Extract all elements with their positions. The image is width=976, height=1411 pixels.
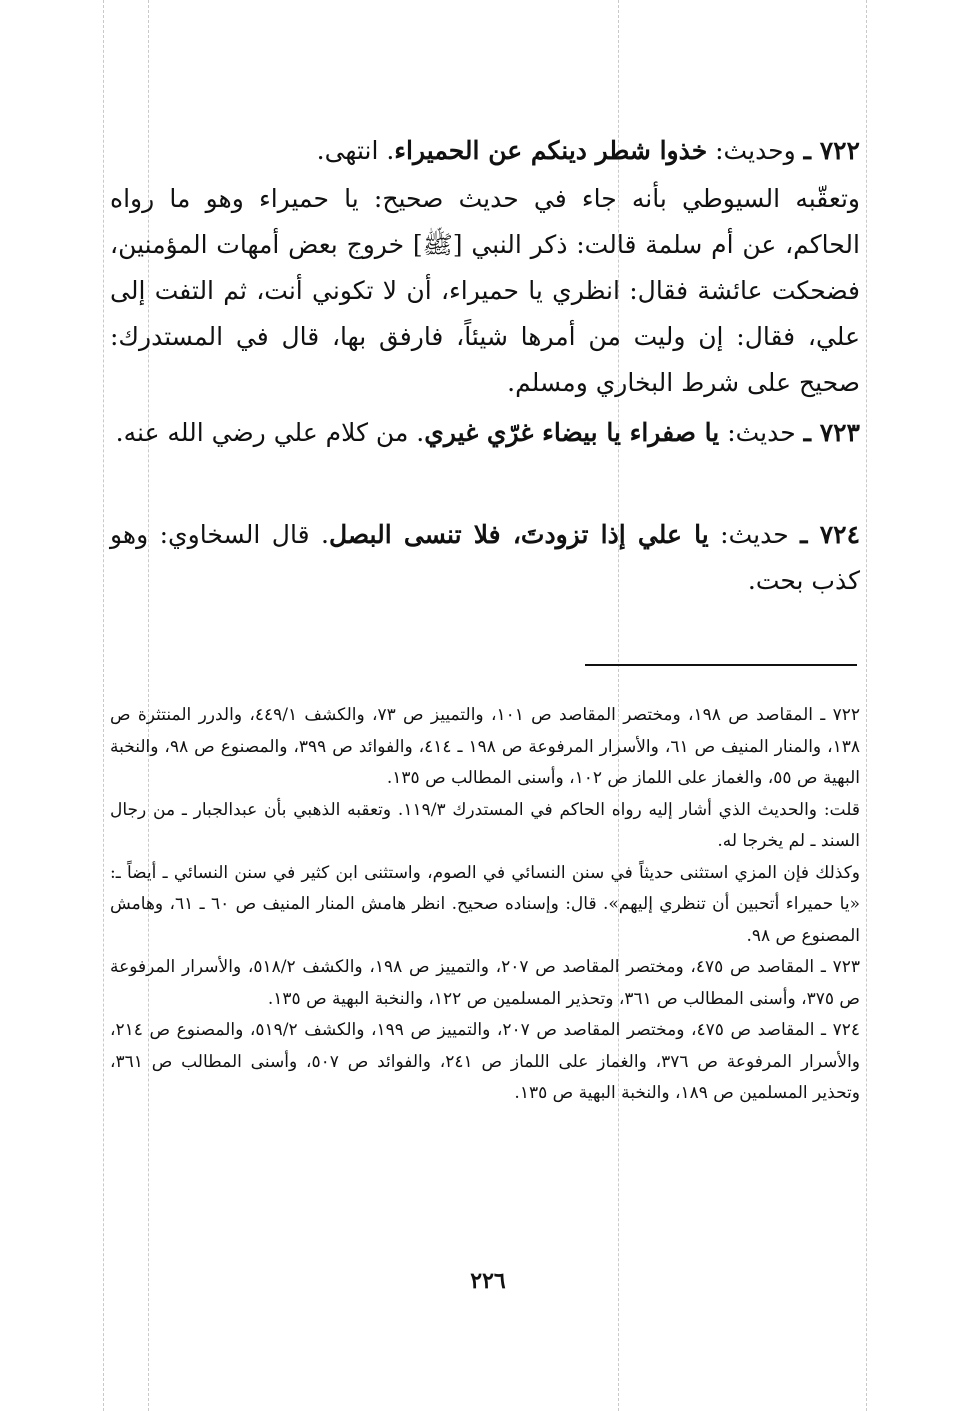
hadith-text: يا صفراء يا بيضاء غرّي غيري bbox=[424, 418, 720, 447]
entry-722 bbox=[110, 128, 860, 174]
entry-number: ٧٢٣ ـ bbox=[803, 418, 860, 447]
scan-guide-line bbox=[866, 0, 867, 1411]
commentary-text: وتعقّبه السيوطي بأنه جاء في حديث صحيح: يا حميراء وهو ما رواه الحاكم، عن أم سلمة قالت: ذكر النبي [ﷺ] خروج بعض أمهات المؤمنين، فضحكت عائشة فقال: انظري يا حميراء، أن لا تكوني أنت، ثم التفت إلى علي، فقال: إن وليت من أمرها شيئاً، فارفق بها، قال في المستدرك: صحيح على شرط البخاري ومسلم. bbox=[110, 184, 860, 397]
entry-suffix: . انتهى. bbox=[316, 136, 395, 165]
entry-number: ٧٢٤ ـ bbox=[800, 520, 861, 549]
footnote-722-note-1: قلت: والحديث الذي أشار إليه رواه الحاكم في المستدرك ١١٩/٣. وتعقبه الذهبي بأن عبدالجبار ـ من رجال السند ـ لم يخرجا له. bbox=[110, 799, 860, 851]
entry-prefix: حديث: bbox=[708, 520, 801, 549]
hadith-text: يا علي إذا تزودتَ، فلا تنسى البصل bbox=[328, 520, 709, 549]
footnote-722-note-2: وكذلك فإن المزي استثنى حديثاً في سنن النسائي في الصوم، واستثنى ابن كثير في سنن النسائي ـ أيضاً ـ: «يا حميراء أتحبين أن تنظري إليهم». قال: وإسناده صحيح. انظر هامش المنار المنيف ص ٦٠ ـ ٦١، وهامش المصنوع ص ٩٨. bbox=[110, 862, 860, 946]
hadith-text: خذوا شطر دينكم عن الحميراء bbox=[394, 136, 708, 165]
footnote-722: ٧٢٢ ـ المقاصد ص ١٩٨، ومختصر المقاصد ص ١٠١، والتمييز ص ٧٣، والكشف ٤٤٩/١، والدرر المنتثرة ص ١٣٨، والمنار المنيف ص ٦١، والأسرار المرفوعة ص ١٩٨ ـ ٤١٤، والفوائد ص ٣٩٩، والمصنوع ص ٩٨، والنخبة البهية ص ٥٥، والغماز على اللماز ص ١٠٢، وأسنى المطالب ص ١٣٥. bbox=[110, 705, 861, 788]
entry-prefix: وحديث: bbox=[707, 136, 804, 165]
footnote-724: ٧٢٤ ـ المقاصد ص ٤٧٥، ومختصر المقاصد ص ٢٠٧، والتمييز ص ١٩٩، والكشف ٥١٩/٢، والمصنوع ص ٢١٤، والأسرار المرفوعة ص ٣٧٦، والغماز على اللماز ص ٢٤١، والفوائد ص ٥٠٧، وأسنى المطالب ص ٣٦١، وتحذير المسلمين ص ١٨٩، والنخبة البهية ص ١٣٥. bbox=[110, 1020, 861, 1103]
entry-prefix: حديث: bbox=[719, 418, 804, 447]
footnote-723: ٧٢٣ ـ المقاصد ص ٤٧٥، ومختصر المقاصد ص ٢٠٧، والتمييز ص ١٩٨، والكشف ٥١٨/٢، والأسرار المرفوعة ص ٣٧٥، وأسنى المطالب ص ٣٦١، وتحذير المسلمين ص ١٢٢، والنخبة البهية ص ١٣٥. bbox=[110, 957, 860, 1009]
scan-guide-line bbox=[103, 0, 104, 1411]
entry-suffix: . من كلام علي رضي الله عنه. bbox=[115, 418, 425, 447]
entry-number: ٧٢٢ ـ bbox=[803, 136, 860, 165]
entry-724 bbox=[110, 512, 860, 604]
entry-722-commentary bbox=[110, 176, 860, 406]
entry-suffix: . قال السخاوي: وهو كذب بحت. bbox=[110, 520, 860, 595]
footnotes bbox=[110, 700, 860, 1110]
entry-723 bbox=[110, 410, 860, 456]
page-number: ٢٢٦ bbox=[470, 1268, 506, 1294]
footnote-separator bbox=[585, 664, 857, 666]
